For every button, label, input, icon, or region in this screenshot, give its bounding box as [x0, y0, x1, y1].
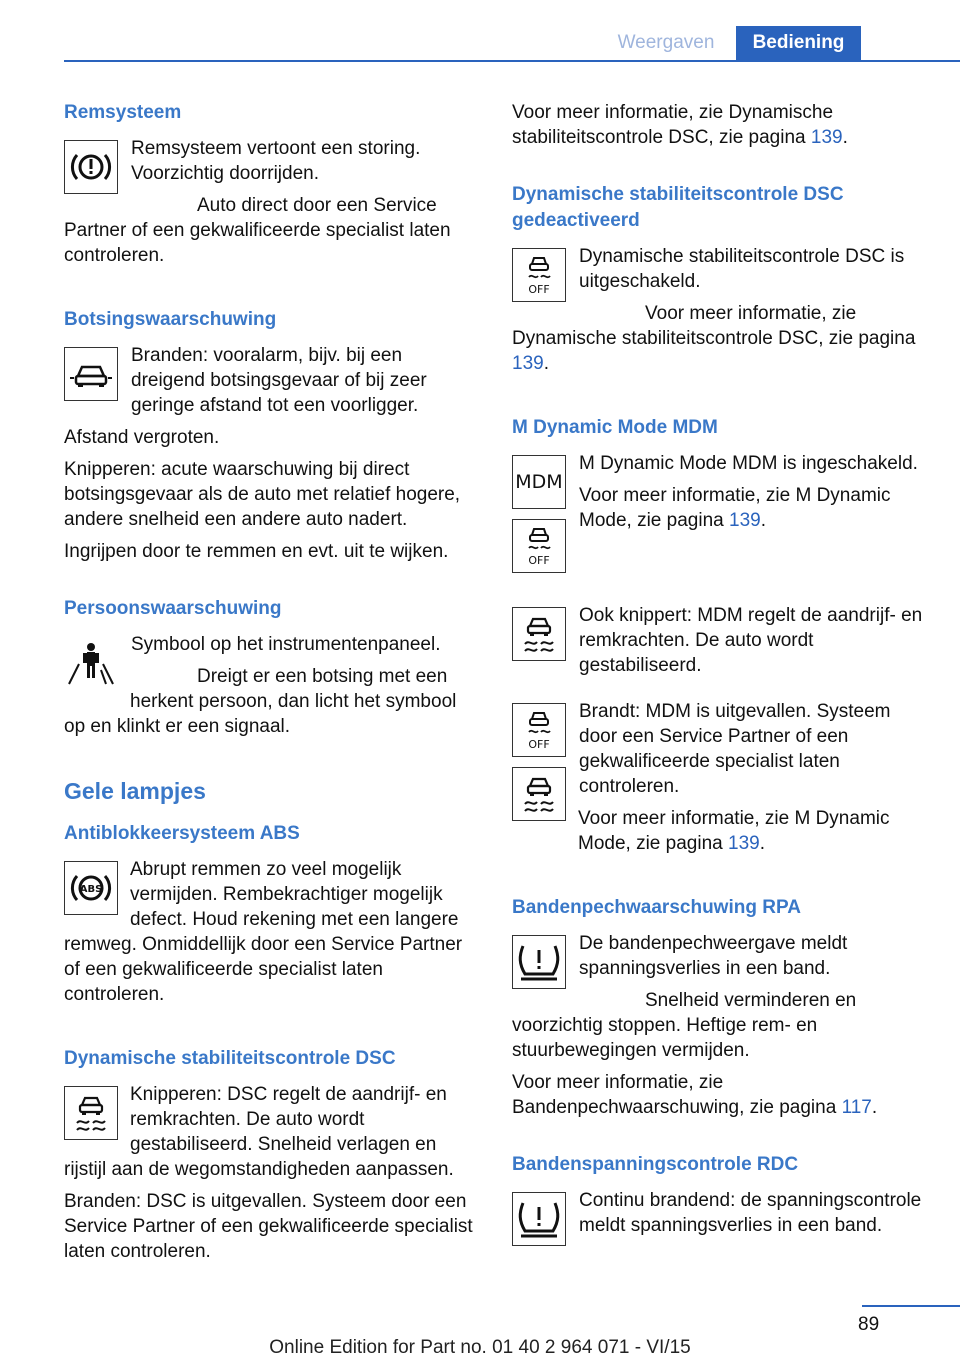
section-dsc-off — [512, 182, 926, 383]
tab-bediening[interactable]: Bediening — [736, 26, 861, 60]
heading-mdm: M Dynamic Mode MDM — [512, 417, 718, 438]
edition-footer: Online Edition for Part no. 01 40 2 964 071 - VI/15 — [269, 1337, 691, 1358]
tire-pressure-icon — [512, 1192, 566, 1246]
section-remsysteem — [64, 100, 480, 275]
heading-abs: Antiblokkeersysteem ABS — [64, 823, 300, 844]
section-abs — [64, 821, 480, 1014]
mdm-text-2-body: Voor meer informatie, zie M Dynamic Mode, zie pagina — [579, 485, 891, 531]
punctuation: . — [543, 353, 549, 374]
botsing-text-1: Branden: vooralarm, bijv. bij een dreigend botsingsgevaar of bij zeer geringe afstand tot een voorligger. — [131, 345, 427, 416]
persoon-text-2: Dreigt er een botsing met een herkent persoon, dan licht het symbool op en klinkt er een signaal. — [64, 666, 457, 737]
abs-icon — [64, 861, 118, 915]
brake-warning-icon — [64, 140, 118, 194]
mdm-text-3: Ook knippert: MDM regelt de aandrijf- en remkrachten. De auto wordt gestabiliseerd. — [579, 605, 923, 676]
section-rpa — [512, 895, 926, 1120]
heading-dsc-off: Dynamische stabiliteitscontrole DSC gedeactiveerd — [512, 184, 844, 231]
svg-text:OFF: OFF — [528, 738, 550, 751]
dsc-off-text-2 — [512, 301, 926, 376]
dsc-skid-icon — [512, 767, 566, 821]
page-link-139[interactable]: 139 — [728, 833, 760, 854]
punctuation: . — [842, 127, 848, 148]
mdm-icon — [512, 455, 566, 509]
page-number: 89 — [858, 1314, 880, 1335]
botsing-text-3: Knipperen: acute waarschuwing bij direct botsingsgevaar als de auto met relatief hogere, andere snelheid een andere auto nadert. — [64, 459, 461, 530]
section-persoon — [64, 596, 480, 746]
dsc-off-text-2-body: Voor meer informatie, zie Dynamische stabiliteitscontrole DSC, zie pagina — [512, 303, 916, 349]
botsing-text-4: Ingrijpen door te remmen en evt. uit te wijken. — [64, 541, 449, 562]
svg-text:OFF: OFF — [528, 283, 550, 296]
heading-botsing: Botsingswaarschuwing — [64, 309, 277, 330]
dsc-text-1: Knipperen: DSC regelt de aandrijf- en remkrachten. De auto wordt gestabiliseerd. Snelheid verlagen en rijstijl aan de wegomstandigheden aanpassen. — [64, 1084, 454, 1180]
remsysteem-text-2: Auto direct door een Service Partner of een gekwalificeerde specialist laten controleren. — [64, 195, 451, 266]
mdm-text-5 — [512, 806, 926, 856]
tab-weergaven[interactable]: Weergaven — [617, 32, 715, 53]
header-divider — [64, 60, 960, 62]
dsc-skid-icon — [64, 1086, 118, 1140]
heading-dsc: Dynamische stabiliteitscontrole DSC — [64, 1048, 396, 1069]
mdm-text-2 — [579, 483, 926, 533]
page-link-139[interactable]: 139 — [512, 353, 544, 374]
svg-text:OFF: OFF — [528, 554, 550, 567]
mdm-text-1: M Dynamic Mode MDM is ingeschakeld. — [579, 453, 918, 474]
heading-rpa: Bandenpechwaarschuwing RPA — [512, 897, 801, 918]
punctuation: . — [759, 833, 765, 854]
dsc-skid-icon — [512, 607, 566, 661]
dsc-off-icon — [512, 703, 566, 757]
heading-gele-lampjes: Gele lampjes — [64, 778, 206, 804]
mdm-text-5-body: Voor meer informatie, zie M Dynamic Mode, zie pagina — [578, 808, 890, 854]
punctuation: . — [871, 1097, 878, 1118]
right-column — [512, 100, 926, 1284]
dsc-off-icon — [512, 248, 566, 302]
section-dsc-info — [512, 100, 926, 150]
rpa-text-3-body: Voor meer informatie, zie Bandenpechwaarschuwing, zie pagina — [512, 1072, 842, 1118]
footer-divider — [862, 1305, 960, 1307]
pedestrian-warning-icon — [64, 636, 118, 690]
abs-text-1: Abrupt remmen zo veel mogelijk vermijden. Rembekrachtiger mogelijk defect. Houd rekening met een langere remweg. Onmiddellijk door een Service Partner of een gekwalificeerde specialist laten controleren. — [64, 859, 463, 1005]
dsc-more-info-text: Voor meer informatie, zie Dynamische stabiliteitscontrole DSC, zie pagina — [512, 102, 834, 148]
heading-persoon: Persoonswaarschuwing — [64, 598, 282, 619]
page-link-139[interactable]: 139 — [810, 127, 843, 148]
rpa-text-1: De bandenpechweergave meldt spanningsverlies in een band. — [579, 933, 848, 979]
rpa-text-3 — [512, 1070, 926, 1120]
botsing-text-2: Afstand vergroten. — [64, 427, 220, 448]
page-link-139[interactable]: 139 — [729, 510, 761, 531]
dsc-text-2: Branden: DSC is uitgevallen. Systeem door een Service Partner of een gekwalificeerde specialist laten controleren. — [64, 1191, 473, 1262]
remsysteem-text-1: Remsysteem vertoont een storing. Voorzichtig doorrijden. — [131, 138, 421, 184]
rdc-text-1: Continu brandend: de spanningscontrole meldt spanningsverlies in een band. — [579, 1190, 922, 1236]
page-header — [0, 0, 960, 62]
page-link-117[interactable]: 117 — [841, 1097, 872, 1118]
mdm-icon-label: MDM — [515, 471, 563, 493]
section-rdc — [512, 1152, 926, 1252]
left-column — [64, 100, 480, 1296]
heading-rdc: Bandenspanningscontrole RDC — [512, 1154, 799, 1175]
section-botsing — [64, 307, 480, 564]
svg-text:ABS: ABS — [79, 884, 103, 895]
section-dsc — [64, 1046, 480, 1264]
punctuation: . — [760, 510, 766, 531]
persoon-text-1: Symbool op het instrumentenpaneel. — [131, 634, 441, 655]
rpa-text-2: Snelheid verminderen en voorzichtig stoppen. Heftige rem- en stuurbewegingen vermijden. — [512, 990, 857, 1061]
collision-warning-icon — [64, 347, 118, 401]
tire-warning-icon — [512, 935, 566, 989]
dsc-off-icon — [512, 519, 566, 573]
dsc-off-text-1: Dynamische stabiliteitscontrole DSC is uitgeschakeld. — [579, 246, 905, 292]
heading-remsysteem: Remsysteem — [64, 102, 182, 123]
dsc-more-info — [512, 100, 926, 150]
mdm-text-4: Brandt: MDM is uitgevallen. Systeem door een Service Partner of een gekwalificeerde specialist laten controleren. — [579, 701, 891, 797]
section-mdm — [512, 415, 926, 863]
